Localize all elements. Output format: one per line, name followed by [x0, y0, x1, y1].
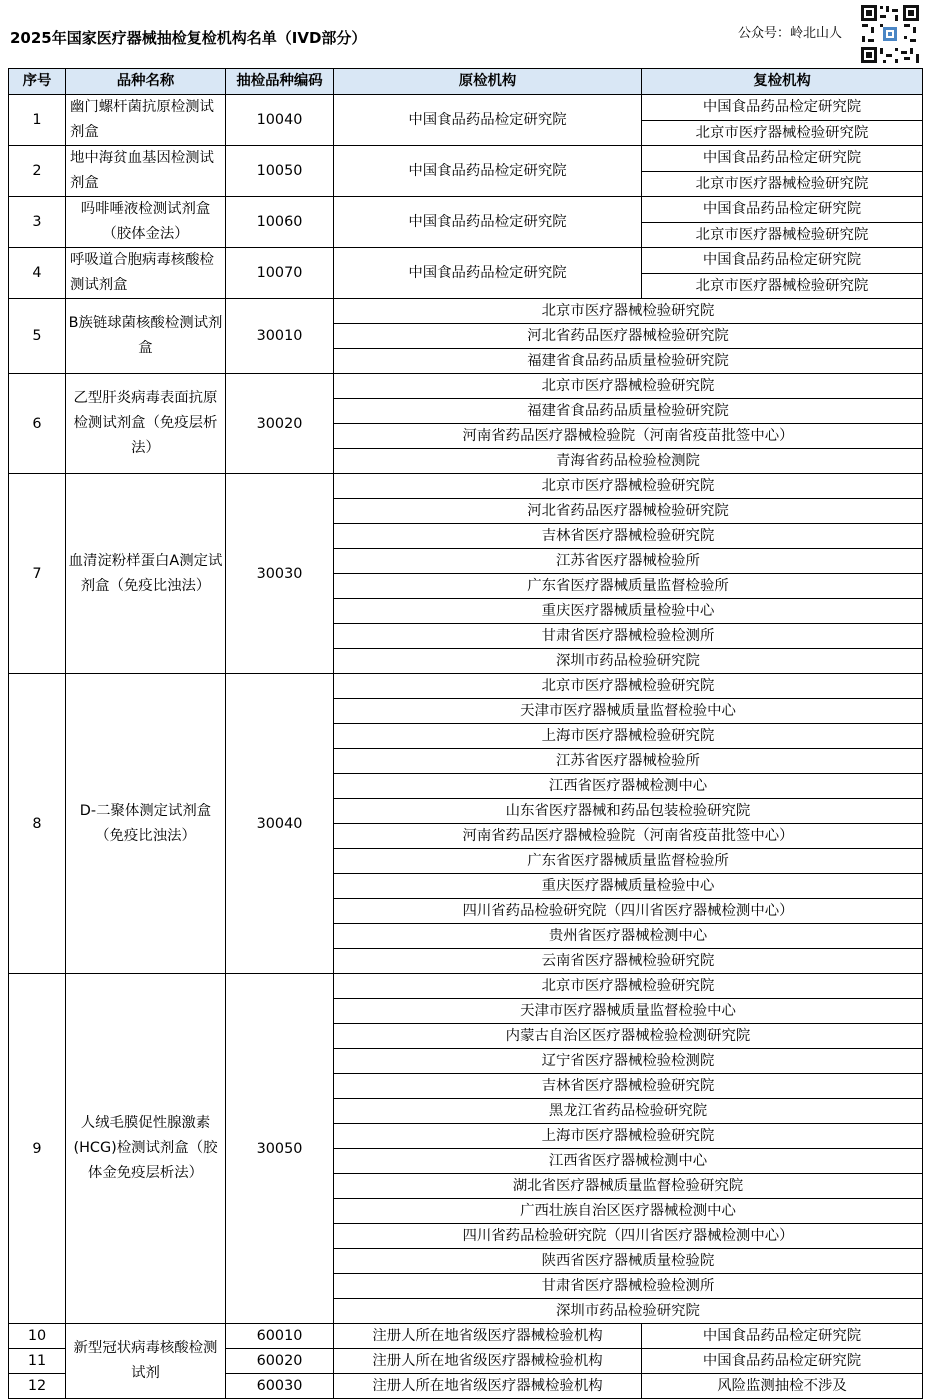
recheck-institution-cell: 北京市医疗器械检验研究院 — [642, 273, 923, 299]
table-row — [9, 1324, 923, 1349]
institution-cell: 北京市医疗器械检验研究院 — [334, 474, 923, 499]
institution-cell: 云南省医疗器械检验研究院 — [334, 949, 923, 974]
institution-cell: 辽宁省医疗器械检验检测院 — [334, 1049, 923, 1074]
product-name-cell: 乙型肝炎病毒表面抗原检测试剂盒（免疫层析法） — [66, 374, 226, 474]
seq-cell: 10 — [9, 1324, 66, 1349]
institution-cell: 深圳市药品检验研究院 — [334, 1299, 923, 1324]
institution-cell: 吉林省医疗器械检验研究院 — [334, 524, 923, 549]
institution-cell: 上海市医疗器械检验研究院 — [334, 724, 923, 749]
recheck-institution-cell: 中国食品药品检定研究院 — [642, 197, 923, 223]
institution-cell: 重庆医疗器械质量检验中心 — [334, 599, 923, 624]
page-title: 2025年国家医疗器械抽检复检机构名单（IVD部分） — [10, 29, 367, 47]
table-row — [9, 374, 923, 399]
institution-cell: 北京市医疗器械检验研究院 — [334, 374, 923, 399]
original-institution-cell: 中国食品药品检定研究院 — [334, 146, 642, 197]
original-institution-cell: 注册人所在地省级医疗器械检验机构 — [334, 1324, 642, 1349]
product-name-cell: 新型冠状病毒核酸检测试剂 — [66, 1324, 226, 1399]
institution-cell: 江西省医疗器械检测中心 — [334, 774, 923, 799]
seq-cell: 12 — [9, 1374, 66, 1399]
recheck-institution-cell: 北京市医疗器械检验研究院 — [642, 120, 923, 146]
institution-cell: 内蒙古自治区医疗器械检验检测研究院 — [334, 1024, 923, 1049]
institution-cell: 湖北省医疗器械质量监督检验研究院 — [334, 1174, 923, 1199]
original-institution-cell: 注册人所在地省级医疗器械检验机构 — [334, 1374, 642, 1399]
table-row — [9, 248, 923, 274]
institution-cell: 广东省医疗器械质量监督检验所 — [334, 574, 923, 599]
col-code-header: 抽检品种编码 — [226, 69, 334, 95]
recheck-institution-cell: 北京市医疗器械检验研究院 — [642, 222, 923, 248]
recheck-institution-cell: 中国食品药品检定研究院 — [642, 146, 923, 172]
code-cell: 10040 — [226, 95, 334, 146]
original-institution-cell: 中国食品药品检定研究院 — [334, 248, 642, 299]
recheck-institution-cell: 北京市医疗器械检验研究院 — [642, 171, 923, 197]
col-original-header: 原检机构 — [334, 69, 642, 95]
code-cell: 30050 — [226, 974, 334, 1324]
table-header-row — [9, 69, 923, 95]
institution-cell: 河北省药品医疗器械检验研究院 — [334, 324, 923, 349]
institution-cell: 上海市医疗器械检验研究院 — [334, 1124, 923, 1149]
seq-cell: 4 — [9, 248, 66, 299]
code-cell: 60030 — [226, 1374, 334, 1399]
institution-cell: 北京市医疗器械检验研究院 — [334, 674, 923, 699]
table-row — [9, 674, 923, 699]
recheck-institution-cell: 中国食品药品检定研究院 — [642, 248, 923, 274]
institution-cell: 广西壮族自治区医疗器械检测中心 — [334, 1199, 923, 1224]
institution-cell: 甘肃省医疗器械检验检测所 — [334, 624, 923, 649]
code-cell: 10050 — [226, 146, 334, 197]
seq-cell: 1 — [9, 95, 66, 146]
code-cell: 60020 — [226, 1349, 334, 1374]
institution-table — [8, 68, 923, 1399]
original-institution-cell: 中国食品药品检定研究院 — [334, 197, 642, 248]
product-name-cell: D-二聚体测定试剂盒（免疫比浊法） — [66, 674, 226, 974]
seq-cell: 5 — [9, 299, 66, 374]
code-cell: 10060 — [226, 197, 334, 248]
product-name-cell: 地中海贫血基因检测试剂盒 — [66, 146, 226, 197]
seq-cell: 7 — [9, 474, 66, 674]
table-row — [9, 146, 923, 172]
institution-cell: 天津市医疗器械质量监督检验中心 — [334, 999, 923, 1024]
institution-cell: 陕西省医疗器械质量检验院 — [334, 1249, 923, 1274]
institution-cell: 河南省药品医疗器械检验院（河南省疫苗批签中心） — [334, 824, 923, 849]
institution-cell: 江苏省医疗器械检验所 — [334, 549, 923, 574]
recheck-institution-cell: 中国食品药品检定研究院 — [642, 95, 923, 121]
institution-cell: 广东省医疗器械质量监督检验所 — [334, 849, 923, 874]
seq-cell: 2 — [9, 146, 66, 197]
institution-cell: 吉林省医疗器械检验研究院 — [334, 1074, 923, 1099]
institution-cell: 江苏省医疗器械检验所 — [334, 749, 923, 774]
product-name-cell: 幽门螺杆菌抗原检测试剂盒 — [66, 95, 226, 146]
col-recheck-header: 复检机构 — [642, 69, 923, 95]
institution-cell: 贵州省医疗器械检测中心 — [334, 924, 923, 949]
code-cell: 30020 — [226, 374, 334, 474]
institution-cell: 江西省医疗器械检测中心 — [334, 1149, 923, 1174]
table-row — [9, 974, 923, 999]
institution-cell: 北京市医疗器械检验研究院 — [334, 974, 923, 999]
institution-cell: 河南省药品医疗器械检验院（河南省疫苗批签中心） — [334, 424, 923, 449]
code-cell: 30040 — [226, 674, 334, 974]
institution-cell: 北京市医疗器械检验研究院 — [334, 299, 923, 324]
seq-cell: 8 — [9, 674, 66, 974]
table-row — [9, 95, 923, 121]
institution-cell: 天津市医疗器械质量监督检验中心 — [334, 699, 923, 724]
product-name-cell: 血清淀粉样蛋白A测定试剂盒（免疫比浊法） — [66, 474, 226, 674]
qr-code-icon — [859, 3, 921, 65]
institution-cell: 黑龙江省药品检验研究院 — [334, 1099, 923, 1124]
institution-cell: 青海省药品检验检测院 — [334, 449, 923, 474]
table-row — [9, 474, 923, 499]
col-seq-header: 序号 — [9, 69, 66, 95]
institution-cell: 深圳市药品检验研究院 — [334, 649, 923, 674]
product-name-cell: 吗啡唾液检测试剂盒（胶体金法） — [66, 197, 226, 248]
institution-cell: 四川省药品检验研究院（四川省医疗器械检测中心） — [334, 1224, 923, 1249]
code-cell: 30030 — [226, 474, 334, 674]
institution-cell: 重庆医疗器械质量检验中心 — [334, 874, 923, 899]
institution-cell: 河北省药品医疗器械检验研究院 — [334, 499, 923, 524]
institution-cell: 甘肃省医疗器械检验检测所 — [334, 1274, 923, 1299]
product-name-cell: 呼吸道合胞病毒核酸检测试剂盒 — [66, 248, 226, 299]
institution-cell: 四川省药品检验研究院（四川省医疗器械检测中心） — [334, 899, 923, 924]
seq-cell: 3 — [9, 197, 66, 248]
seq-cell: 9 — [9, 974, 66, 1324]
original-institution-cell: 注册人所在地省级医疗器械检验机构 — [334, 1349, 642, 1374]
code-cell: 30010 — [226, 299, 334, 374]
original-institution-cell: 中国食品药品检定研究院 — [334, 95, 642, 146]
product-name-cell: B族链球菌核酸检测试剂盒 — [66, 299, 226, 374]
recheck-institution-cell: 中国食品药品检定研究院 — [642, 1349, 923, 1374]
recheck-institution-cell: 中国食品药品检定研究院 — [642, 1324, 923, 1349]
institution-cell: 山东省医疗器械和药品包装检验研究院 — [334, 799, 923, 824]
code-cell: 60010 — [226, 1324, 334, 1349]
seq-cell: 6 — [9, 374, 66, 474]
product-name-cell: 人绒毛膜促性腺激素(HCG)检测试剂盒（胶体金免疫层析法） — [66, 974, 226, 1324]
institution-cell: 福建省食品药品质量检验研究院 — [334, 399, 923, 424]
recheck-institution-cell: 风险监测抽检不涉及 — [642, 1374, 923, 1399]
table-row — [9, 299, 923, 324]
institution-cell: 福建省食品药品质量检验研究院 — [334, 349, 923, 374]
code-cell: 10070 — [226, 248, 334, 299]
seq-cell: 11 — [9, 1349, 66, 1374]
table-row — [9, 197, 923, 223]
col-name-header: 品种名称 — [66, 69, 226, 95]
account-label: 公众号：岭北山人 — [738, 26, 843, 41]
